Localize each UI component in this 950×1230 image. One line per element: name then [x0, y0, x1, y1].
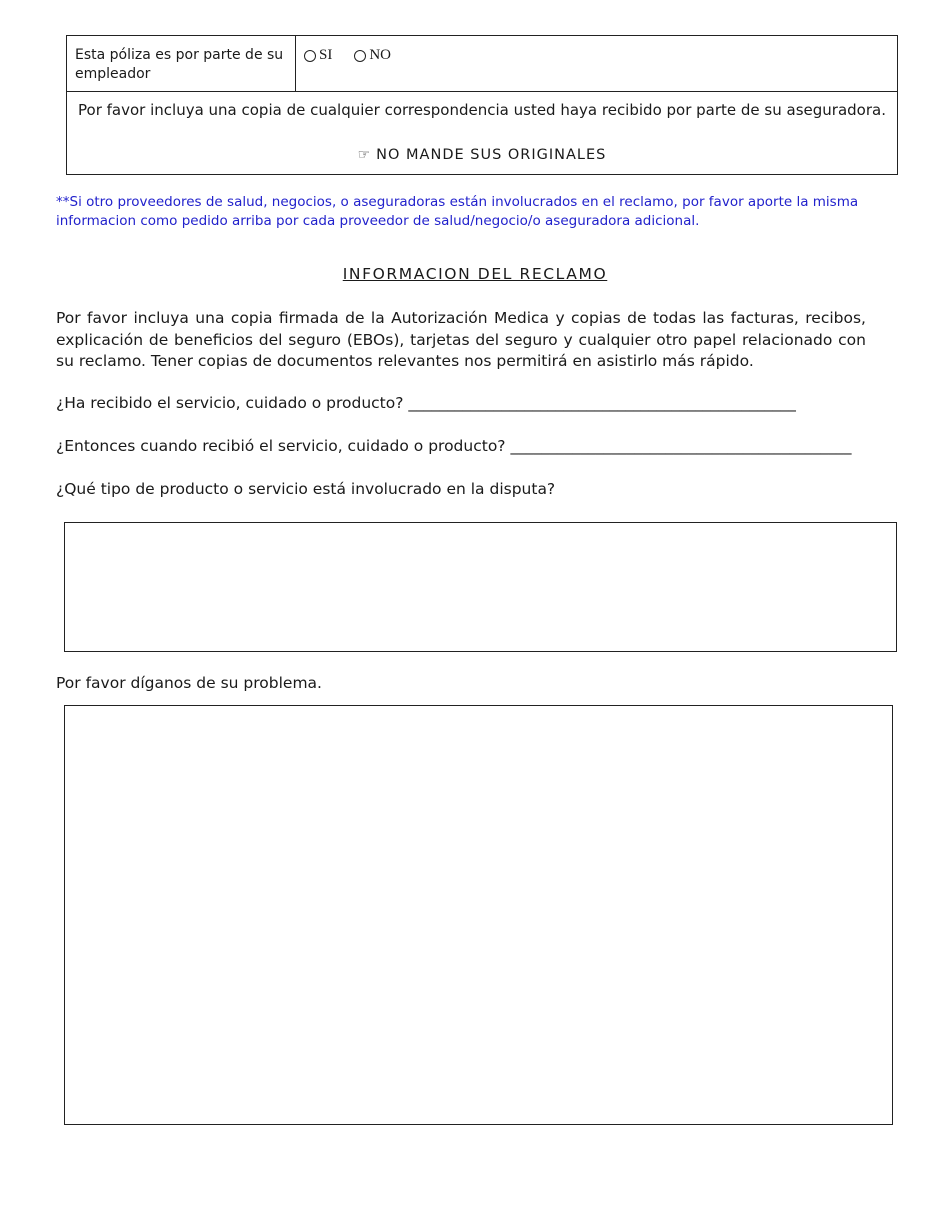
radio-no[interactable] [354, 50, 366, 62]
originals-warning [67, 147, 897, 163]
additional-providers-note: **Si otro proveedores de salud, negocios, o aseguradoras están involucrados en el reclamo, por favor aporte la misma informacion como pedido arriba por cada proveedor de salud/negocio/o aseguradora adicional. [56, 194, 859, 229]
option-yes[interactable] [304, 47, 332, 64]
pointing-hand-icon: ☞ [357, 147, 371, 163]
employer-policy-question: Esta póliza es por parte de su empleador [75, 47, 284, 82]
radio-yes[interactable] [304, 50, 316, 62]
employer-policy-options [304, 47, 413, 64]
question-received-service[interactable]: ¿Ha recibido el servicio, cuidado o producto? __________________________________________________ [56, 394, 796, 412]
option-no[interactable] [354, 47, 391, 64]
option-no-label: NO [369, 47, 392, 63]
option-yes-label: SI [319, 47, 333, 63]
correspondence-note: Por favor incluya una copia de cualquier correspondencia usted haya recibido por parte de su aseguradora. [78, 101, 886, 119]
question-service-date[interactable]: ¿Entonces cuando recibió el servicio, cuidado o producto? ____________________________________________ [56, 437, 852, 455]
policy-table [66, 35, 898, 175]
table-divider-vertical [295, 36, 296, 91]
instructions-paragraph: Por favor incluya una copia firmada de la Autorización Medica y copias de todas las facturas, recibos, explicación de beneficios del seguro (EBOs), tarjetas del seguro y cualquier otro papel relacionado con su reclamo. Tener copias de documentos relevantes nos permitirá en asistirlo más rápido. [56, 309, 866, 370]
table-divider-horizontal [67, 91, 897, 92]
problem-description-input-box[interactable] [64, 705, 893, 1125]
originals-warning-text: NO MANDE SUS ORIGINALES [376, 147, 607, 163]
question-product-type: ¿Qué tipo de producto o servicio está involucrado en la disputa? [56, 480, 556, 498]
product-type-input-box[interactable] [64, 522, 897, 652]
section-title: INFORMACION DEL RECLAMO [342, 265, 608, 283]
question-problem: Por favor díganos de su problema. [56, 674, 322, 692]
